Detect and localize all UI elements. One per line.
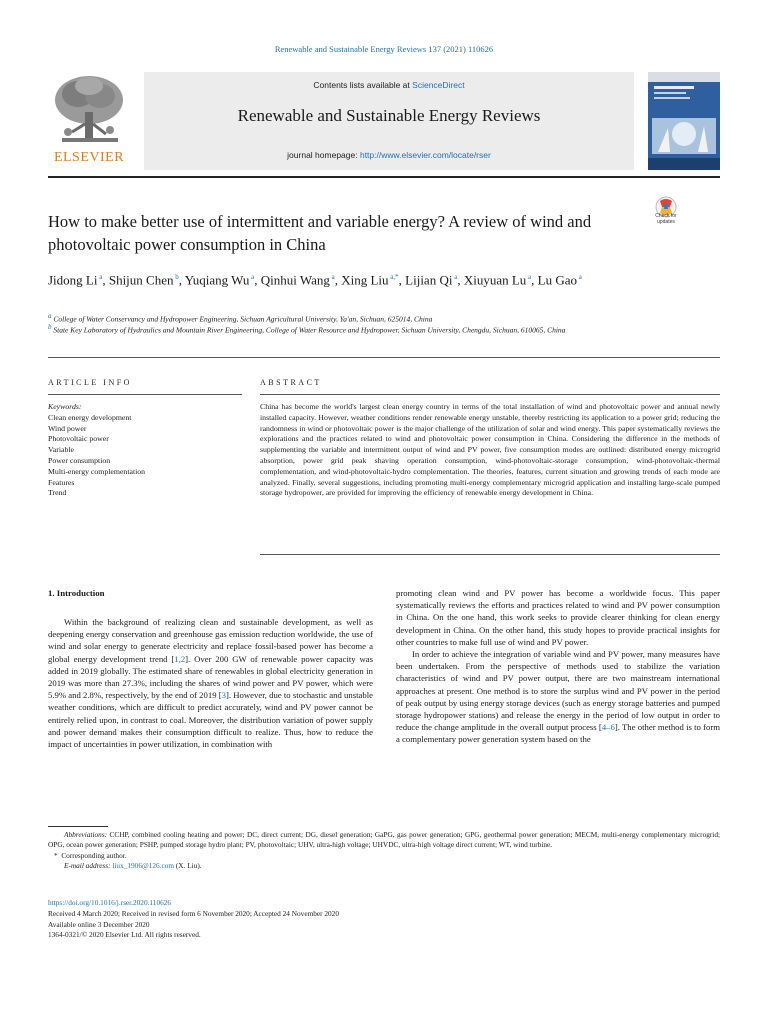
author-affiliation-mark[interactable]: a bbox=[526, 273, 532, 281]
author-affiliation-mark[interactable]: a,* bbox=[388, 273, 399, 281]
received-dates: Received 4 March 2020; Received in revised form 6 November 2020; Accepted 24 November 2020 bbox=[48, 908, 339, 918]
author-affiliation-mark[interactable]: a bbox=[329, 273, 335, 281]
affiliation-b-text: State Key Laboratory of Hydraulics and Mountain River Engineering, College of Water Resource and Hydropower, Sichuan University, Chengdu, Sichuan, 610065, China bbox=[53, 325, 566, 335]
keyword-item: Trend bbox=[48, 488, 67, 498]
intro-p2-text-a: In order to achieve the integration of variable wind and PV power, many measures have been undertaken. From the perspective of methods used to stabilize the variation characteristics of wind and PV power output, there are two mainstream international approaches at present. One method is to store the surplus wind and PV power in the period of peak output by using energy storage devices (such as energy storage batteries and pumped storage hydropower stations) and release the energy in the period of low output in order to reduce the change amplitude in the overall output process [ bbox=[396, 649, 720, 733]
contents-prefix: Contents lists available at bbox=[313, 80, 410, 90]
keyword-item: Multi-energy complementation bbox=[48, 466, 146, 476]
author-name[interactable]: Lu Gao bbox=[537, 272, 577, 288]
author-name[interactable]: Yuqiang Wu bbox=[184, 272, 250, 288]
intro-p1-text-b: ]. Over 200 GW of renewable power capacity was added in 2019 globally. The estimated share of renewables in global electricity generation in 2019 was more than 27.3%, including the shares of wind power and PV power, which were 5.9% and 2.8%, respectively, by the end of 2019 [ bbox=[48, 653, 373, 701]
homepage-prefix: journal homepage: bbox=[287, 150, 358, 160]
introduction-heading: 1. Introduction bbox=[48, 588, 105, 598]
abbreviations-text: CCHP, combined cooling heating and power; DC, direct current; DG, diesel generation; GaPG, gas power generation; GPG, geothermal power generation; MECM, multi-energy complementary microgrid; OPG, ocean power generation; PSHP, pumped storage hydro plant; PV, photovoltaic; UHV, ultra-high voltage; UHVDC, ultra-high voltage direct current; WT, wind turbine. bbox=[48, 830, 720, 850]
abstract-bottom-divider bbox=[260, 554, 720, 555]
sciencedirect-link[interactable]: ScienceDirect bbox=[412, 80, 465, 90]
publication-info bbox=[48, 898, 720, 941]
homepage-link[interactable]: http://www.elsevier.com/locate/rser bbox=[359, 150, 491, 160]
abstract-divider bbox=[260, 394, 720, 395]
reference-link[interactable]: 1,2 bbox=[174, 653, 186, 664]
reference-link[interactable]: 3 bbox=[221, 690, 226, 701]
email-label: E-mail address: bbox=[64, 861, 111, 871]
homepage-line bbox=[144, 150, 634, 160]
doi-link[interactable]: https://doi.org/10.1016/j.rser.2020.110626 bbox=[48, 898, 172, 907]
intro-paragraph-1-cont: promoting clean wind and PV power has become a worldwide focus. This paper systematically reviews the efforts and practices related to wind and PV power consumption in China. On the one hand, this work seeks to provide clearer thinking for clean energy development in China. On the other hand, this study hopes to provide practical insights for other countries to make full use of wind and PV power. bbox=[396, 588, 720, 647]
abstract-heading: ABSTRACT bbox=[260, 378, 322, 387]
contents-line bbox=[144, 80, 634, 90]
keywords-list bbox=[48, 402, 242, 499]
intro-p1-text-a: Within the background of realizing clean and sustainable development, as well as deepening energy conservation and greenhouse gas emission reduction worldwide, the use of wind and solar energy to generate electricity and replace fossil-based power has become a global energy development trend [ bbox=[48, 617, 373, 664]
keyword-item: Power consumption bbox=[48, 455, 111, 465]
online-date: Available online 3 December 2020 bbox=[48, 919, 150, 929]
abstract-text: China has become the world's largest clean energy country in terms of the total installation of wind and photovoltaic power and annual newly installed capacity. However, weather conditions render renewable energy unstable, thereby restricting its application to a power grid; reducing the randomness in wind or photovoltaic power is the major challenge of the utilization of solar and wind energy. This paper systematically reviews the explorations and the practices related to wind and photovoltaic power consumption in China. Considering the difference in the methods of supplementing the variable and intermittent output of wind and PV power, five consumption modes are outlined: distributed energy microgrid absorption, power grid peak shaving operation consumption, wind-photovoltaic-storage consumption, wind-photovoltaic-thermal complementation, and wind-photovoltaic-hydro complementation. The theories, features, current situation and growing trends of each mode are analyzed. Finally, several suggestions, including promoting multi-energy complementary microgrid application and installing large-scale pumped storage hydropower, are provided for improving the efficiency of renewable energy development in China. bbox=[260, 402, 720, 498]
affiliation-a-mark: a bbox=[48, 312, 52, 320]
keyword-items bbox=[48, 413, 242, 499]
journal-cover-image[interactable] bbox=[648, 72, 720, 170]
article-info-divider bbox=[48, 394, 242, 395]
publisher-wordmark: ELSEVIER bbox=[53, 150, 125, 165]
author-list: Jidong Li $^a$, Shijun Chen $^b$, Yuqiang Wu $^a$, Qinhui Wang $^a$, Xing Liu $^{a,*}$, Lijian Qi $^a$, Xiuyuan Lu $^a$, Lu Gao $^a$ bbox=[48, 272, 582, 288]
reference-link[interactable]: 4–6 bbox=[601, 722, 615, 733]
affiliation-b-mark: b bbox=[48, 323, 52, 331]
corresponding-mark: * bbox=[54, 850, 58, 860]
keyword-item: Wind power bbox=[48, 423, 87, 433]
intro-paragraph-2 bbox=[396, 648, 720, 746]
email-suffix: (X. Liu). bbox=[175, 861, 202, 871]
keyword-item: Clean energy development bbox=[48, 412, 132, 422]
keywords-label: Keywords: bbox=[48, 402, 82, 411]
footnotes bbox=[48, 830, 720, 872]
copyright: 1364-0321/© 2020 Elsevier Ltd. All rights reserved. bbox=[48, 930, 201, 940]
article-info-heading: ARTICLE INFO bbox=[48, 378, 132, 387]
email-link[interactable]: liux_1906@126.com bbox=[112, 861, 175, 871]
affiliation-a-text: College of Water Conservancy and Hydropower Engineering, Sichuan Agricultural University, Ya'an, Sichuan, 625014, China bbox=[53, 314, 433, 324]
crossmark-label: Check for updates bbox=[655, 213, 677, 225]
author-name[interactable]: Lijian Qi bbox=[405, 272, 453, 288]
keyword-item: Photovoltaic power bbox=[48, 434, 109, 444]
corresponding-text: Corresponding author. bbox=[61, 850, 127, 860]
author-affiliation-mark[interactable]: a bbox=[97, 273, 103, 281]
journal-title: Renewable and Sustainable Energy Reviews bbox=[237, 106, 541, 125]
body-column-left bbox=[48, 616, 373, 750]
author-name[interactable]: Qinhui Wang bbox=[260, 272, 330, 288]
keyword-item: Variable bbox=[48, 445, 74, 455]
journal-header-bar bbox=[144, 72, 634, 170]
header-divider bbox=[48, 176, 720, 178]
journal-citation[interactable]: Renewable and Sustainable Energy Reviews 137 (2021) 110626 bbox=[274, 44, 494, 54]
keyword-item: Features bbox=[48, 477, 75, 487]
author-name[interactable]: Xiuyuan Lu bbox=[463, 272, 527, 288]
author-affiliation-mark[interactable]: a bbox=[452, 273, 458, 281]
author-affiliation-mark[interactable]: a bbox=[577, 273, 582, 281]
corresponding-note bbox=[48, 851, 720, 861]
abbreviations-note bbox=[48, 830, 720, 851]
intro-p2-text-b: ]. The other method is to form a complementary power generation system based on the bbox=[396, 722, 721, 745]
author-affiliation-mark[interactable]: a bbox=[249, 273, 255, 281]
author-name[interactable]: Jidong Li bbox=[48, 272, 98, 288]
author-name[interactable]: Shijun Chen bbox=[108, 272, 174, 288]
intro-p1-text-c: ]. However, due to stochastic and unstable weather conditions, which are difficult to predict accurately, wind and PV power cannot be entirely relied upon, in contrast to coal. Moreover, the distribution variation of power supply and power demand makes their consumption difficult to realize. Thus, how to reduce the impact of uncertainties in power utilization, in combination with bbox=[48, 690, 373, 750]
affiliation-divider bbox=[48, 357, 720, 358]
body-column-right bbox=[396, 587, 720, 746]
elsevier-tree-icon bbox=[48, 72, 130, 148]
intro-paragraph-1 bbox=[48, 616, 373, 750]
article-title: How to make better use of intermittent and variable energy? A review of wind and photovoltaic power consumption in China bbox=[48, 212, 592, 254]
abbreviations-label: Abbreviations: bbox=[64, 830, 108, 839]
email-note bbox=[48, 861, 720, 871]
footnote-divider bbox=[48, 826, 108, 827]
author-affiliation-mark[interactable]: b bbox=[173, 273, 179, 281]
author-name[interactable]: Xing Liu bbox=[341, 272, 389, 288]
journal-cover-icon bbox=[648, 72, 720, 170]
affiliation-b bbox=[48, 322, 728, 336]
